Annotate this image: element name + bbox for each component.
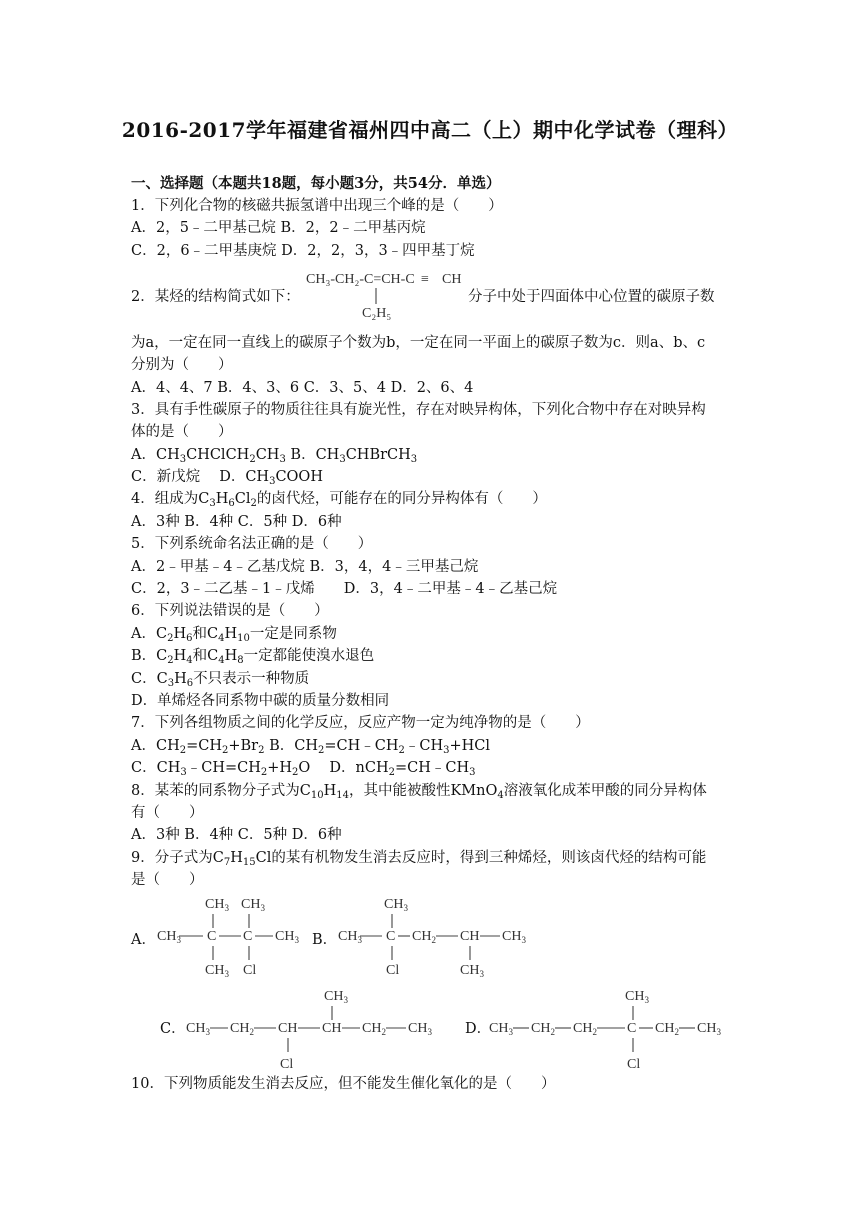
q9-option-c-structure (184, 982, 446, 1074)
q2-stem-start: 2．某烃的结构简式如下： (131, 289, 300, 305)
q9-option-d-structure (487, 982, 735, 1074)
svg-text:C: C (627, 1021, 637, 1036)
svg-text:CH3: $CH_3$ (338, 929, 362, 945)
q9-option-a-structure (155, 892, 305, 980)
q9-option-a-label: A． (131, 932, 156, 948)
q2-formula-triple: ≡ (421, 272, 429, 287)
q3-options-ab: A．$CH_3CHClCH_2CH_3$ B．$CH_3CHBrCH_3$ (131, 447, 418, 465)
svg-text:CH3: $CH_3$ (502, 929, 526, 945)
q3-stem-line1: 3．具有手性碳原子的物质往往具有旋光性，存在对映异构体，下列化合物中存在对映异构 (131, 402, 706, 418)
svg-text:CH2: $CH_2$ (573, 1021, 597, 1037)
q2-options: A．4、4、7 B．4、3、6 C．3、5、4 D．2、6、4 (131, 380, 474, 396)
q1-options-ab: A．2，5﹣二甲基己烷 B．2，2﹣二甲基丙烷 (131, 220, 426, 236)
q3-stem-line2: 体的是（ ） (131, 424, 233, 440)
svg-text:CH3: $CH_3$ (625, 989, 649, 1005)
svg-text:C: C (243, 929, 253, 944)
q9-option-d-label: D． (465, 1021, 492, 1037)
q5-options-ab: A．2﹣甲基﹣4﹣乙基戊烷 B．3，4，4﹣三甲基己烷 (131, 559, 479, 575)
q7-options-ab: A．$CH_2=CH_2+Br_2$ B．$CH_2=CH﹣CH_2﹣CH_3+HCl$ (131, 738, 491, 756)
svg-text:CH3: $CH_3$ (186, 1021, 210, 1037)
svg-text:CH3: $CH_3$ (324, 989, 348, 1005)
q6-option-b: B．$C_2H_4$和$C_4H_8$一定都能使溴水退色 (131, 648, 375, 666)
q6-stem: 6．下列说法错误的是（ ） (131, 603, 329, 619)
q4-options: A．3种 B．4种 C．5种 D．6种 (131, 514, 342, 530)
svg-text:Cl: Cl (243, 963, 257, 978)
svg-text:CH2: $CH_2$ (362, 1021, 386, 1037)
svg-text:CH2: $CH_2$ (531, 1021, 555, 1037)
q9-stem-line1: 9．分子式为$C_7H_{15}Cl$的某有机物发生消去反应时，得到三种烯烃，则该卤代烃的结构可能 (131, 850, 707, 868)
svg-text:Cl: Cl (280, 1057, 294, 1072)
q2-stem-line3: 分别为（ ） (131, 357, 233, 373)
svg-text:Cl: Cl (386, 963, 400, 978)
svg-text:CH3: $CH_3$ (205, 897, 229, 913)
svg-text:CH3: $CH_3$ (157, 929, 181, 945)
q7-options-cd: C．$CH_3﹣CH=CH_2+H_2O$ D．$nCH_2=CH﹣CH_3$ (131, 760, 476, 778)
q9-stem-line2: 是（ ） (131, 872, 204, 888)
q5-stem: 5．下列系统命名法正确的是（ ） (131, 536, 373, 552)
q9-option-c-label: C． (160, 1021, 186, 1037)
svg-text:C: C (386, 929, 396, 944)
q3-options-cd: C．新戊烷 D．$CH_3COOH$ (131, 469, 323, 487)
svg-text:CH3: $CH_3$ (408, 1021, 432, 1037)
svg-text:CH: CH (322, 1021, 342, 1036)
q8-stem-line1: 8．某苯的同系物分子式为$C_{10}H_{14}$，其中能被酸性KMnO$_4$溶液氧化成苯甲酸的同分异构体 (131, 783, 707, 801)
svg-text:CH3: $CH_3$ (205, 963, 229, 979)
svg-text:CH: CH (278, 1021, 298, 1036)
svg-text:CH3: $CH_3$ (489, 1021, 513, 1037)
q4-stem: 4．组成为$C_3H_6Cl_2$的卤代烃，可能存在的同分异构体有（ ） (131, 491, 547, 509)
q2-formula-main: CH₃-CH₂-C=CH-C (306, 272, 415, 287)
q10-stem: 10．下列物质能发生消去反应，但不能发生催化氧化的是（ ） (131, 1076, 556, 1092)
q5-options-cd: C．2，3﹣二乙基﹣1﹣戊烯 D．3，4﹣二甲基﹣4﹣乙基己烷 (131, 581, 558, 597)
svg-text:CH2: $CH_2$ (655, 1021, 679, 1037)
svg-text:CH3: $CH_3$ (241, 897, 265, 913)
q8-stem-line2: 有（ ） (131, 805, 204, 821)
section-heading: 一、选择题（本题共18题，每小题3分，共54分．单选） (131, 175, 501, 192)
q2-structure-formula (300, 266, 472, 322)
q2-formula-branch: C₂H₅ (362, 306, 392, 321)
q1-options-cd: C．2，6﹣二甲基庚烷 D．2，2，3，3﹣四甲基丁烷 (131, 243, 475, 259)
svg-text:C: C (207, 929, 217, 944)
svg-text:CH3: $CH_3$ (384, 897, 408, 913)
svg-text:Cl: Cl (627, 1057, 641, 1072)
svg-text:CH2: $CH_2$ (230, 1021, 254, 1037)
svg-text:CH3: $CH_3$ (697, 1021, 721, 1037)
exam-title: 2016-2017学年福建省福州四中高二（上）期中化学试卷（理科） (121, 118, 739, 142)
q2-stem-cont: 分子中处于四面体中心位置的碳原子数 (468, 289, 715, 305)
q2-stem-line2: 为a，一定在同一直线上的碳原子个数为b，一定在同一平面上的碳原子数为c．则a、b、c (131, 335, 706, 351)
svg-text:CH3: $CH_3$ (275, 929, 299, 945)
q6-option-a: A．$C_2H_6$和$C_4H_{10}$一定是同系物 (131, 626, 337, 644)
q8-options: A．3种 B．4种 C．5种 D．6种 (131, 827, 342, 843)
q2-formula-end: CH (442, 272, 462, 287)
q9-option-b-structure (336, 892, 532, 980)
q9-option-b-label: B． (312, 932, 338, 948)
svg-text:CH2: $CH_2$ (412, 929, 436, 945)
svg-text:CH3: $CH_3$ (460, 963, 484, 979)
q7-stem: 7．下列各组物质之间的化学反应，反应产物一定为纯净物的是（ ） (131, 715, 590, 731)
q6-option-d: D．单烯烃各同系物中碳的质量分数相同 (131, 693, 390, 709)
q6-option-c: C．$C_3H_6$不只表示一种物质 (131, 671, 310, 689)
q1-stem: 1．下列化合物的核磁共振氢谱中出现三个峰的是（ ） (131, 198, 503, 214)
svg-text:CH: CH (460, 929, 480, 944)
